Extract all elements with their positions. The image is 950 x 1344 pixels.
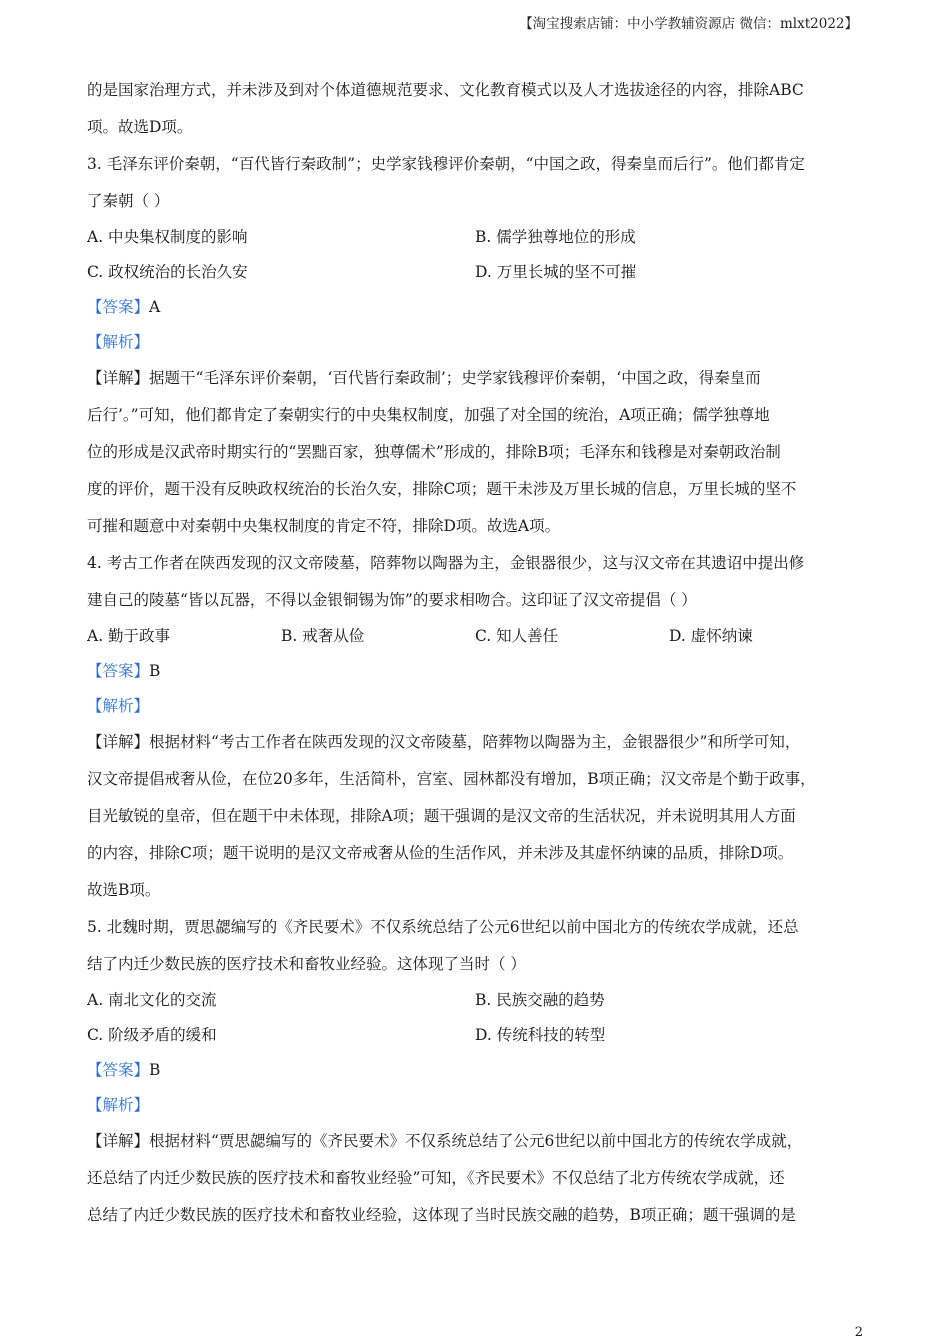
option-a: A. 南北文化的交流 [87,991,217,1009]
question-5-stem: 5. 北魏时期，贾思勰编写的《齐民要术》不仅系统总结了公元6世纪以前中国北方的传统农学成就，还总 [87,918,799,936]
detail-line: 故选B项。 [87,881,161,899]
page-number: 2 [854,1325,863,1340]
option-b: B. 民族交融的趋势 [475,991,605,1009]
analysis-line [87,689,867,724]
option-d: D. 传统科技的转型 [475,1026,606,1044]
intro-line: 项。故选D项。 [87,118,193,136]
answer-value: B [149,662,161,680]
analysis-line [87,1088,867,1123]
analysis-label: 【解析】 [87,1096,150,1114]
detail-line: 总结了内迁少数民族的医疗技术和畜牧业经验，这体现了当时民族交融的趋势，B项正确；题干强调的是 [87,1206,796,1224]
option-c: C. 知人善任 [475,627,559,645]
answer-value: B [149,1061,161,1079]
detail-line: 还总结了内迁少数民族的医疗技术和畜牧业经验”可知，《齐民要术》不仅总结了北方传统农学成就，还 [87,1169,785,1187]
answer-value: A [149,298,161,316]
option-d: D. 万里长城的坚不可摧 [475,263,637,281]
option-b: B. 戒奢从俭 [281,627,365,645]
analysis-label: 【解析】 [87,697,150,715]
detail-line: 位的形成是汉武帝时期实行的“罢黜百家，独尊儒术”形成的，排除B项；毛泽东和钱穆是对秦朝政治制 [87,443,781,461]
option-c: C. 阶级矛盾的缓和 [87,1026,217,1044]
answer-line [87,1053,867,1088]
analysis-label: 【解析】 [87,333,150,351]
document-body [87,72,867,1234]
question-4-stem: 4. 考古工作者在陕西发现的汉文帝陵墓，陪葬物以陶器为主，金银器很少，这与汉文帝在其遗诏中提出修 [87,554,805,572]
detail-line: 度的评价，题干没有反映政权统治的长治久安，排除C项；题干未涉及万里长城的信息，万里长城的坚不 [87,480,797,498]
shop-header: 【淘宝搜索店铺：中小学教辅资源店 微信：mlxt2022】 [519,16,858,32]
answer-label: 【答案】 [87,1061,150,1079]
option-d: D. 虚怀纳谏 [669,627,753,645]
option-a: A. 勤于政事 [87,627,171,645]
detail-label: 【详解】 [87,1132,150,1150]
answer-label: 【答案】 [87,662,150,680]
detail-line [87,360,867,397]
detail-text: 根据材料“贾思勰编写的《齐民要术》不仅系统总结了公元6世纪以前中国北方的传统农学成就， [149,1132,803,1150]
answer-line [87,290,867,325]
detail-label: 【详解】 [87,733,150,751]
question-5-stem: 结了内迁少数民族的医疗技术和畜牧业经验。这体现了当时（ ） [87,955,526,973]
question-3-stem: 了秦朝（ ） [87,192,170,210]
option-a: A. 中央集权制度的影响 [87,228,248,246]
detail-line: 后行’。”可知，他们都肯定了秦朝实行的中央集权制度，加强了对全国的统治，A项正确；儒学独尊地 [87,406,770,424]
option-c: C. 政权统治的长治久安 [87,263,248,281]
intro-line: 的是国家治理方式，并未涉及到对个体道德规范要求、文化教育模式以及人才选拔途径的内容，排除ABC [87,81,804,99]
analysis-line [87,325,867,360]
option-b: B. 儒学独尊地位的形成 [475,228,636,246]
answer-label: 【答案】 [87,298,150,316]
answer-line [87,654,867,689]
question-3-options [87,255,867,290]
detail-line [87,724,867,761]
question-5-options [87,983,867,1018]
detail-line: 汉文帝提倡戒奢从俭，在位20多年，生活简朴，宫室、园林都没有增加，B项正确；汉文帝是个勤于政事， [87,770,816,788]
detail-line: 可摧和题意中对秦朝中央集权制度的肯定不符，排除D项。故选A项。 [87,517,561,535]
detail-text: 据题干“毛泽东评价秦朝，‘百代皆行秦政制’；史学家钱穆评价秦朝，‘中国之政，得秦皇而 [149,369,761,387]
detail-line: 目光敏锐的皇帝，但在题干中未体现，排除A项；题干强调的是汉文帝的生活状况，并未说明其用人方面 [87,807,796,825]
detail-text: 根据材料“考古工作者在陕西发现的汉文帝陵墓，陪葬物以陶器为主，金银器很少”和所学可知， [149,733,801,751]
question-3-stem: 3. 毛泽东评价秦朝，“百代皆行秦政制”；史学家钱穆评价秦朝，“中国之政，得秦皇而后行”。他们都肯定 [87,155,805,173]
detail-line: 的内容，排除C项；题干说明的是汉文帝戒奢从俭的生活作风，并未涉及其虚怀纳谏的品质，排除D项。 [87,844,794,862]
detail-label: 【详解】 [87,369,150,387]
question-5-options [87,1018,867,1053]
detail-line [87,1123,867,1160]
question-4-options [87,619,867,654]
question-3-options [87,220,867,255]
question-4-stem: 建自己的陵墓“皆以瓦器，不得以金银铜锡为饰”的要求相吻合。这印证了汉文帝提倡（ ） [87,591,697,609]
